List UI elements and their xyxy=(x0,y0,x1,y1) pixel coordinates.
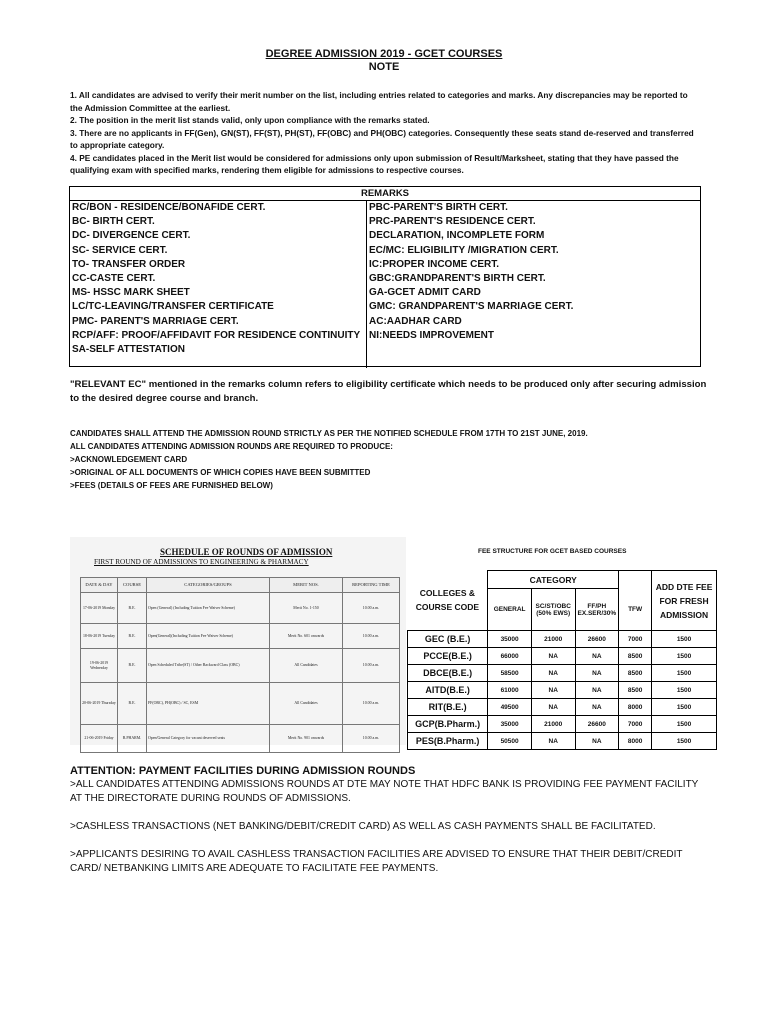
college-name: AITD(B.E.) xyxy=(408,682,488,699)
schedule-subtitle: FIRST ROUND OF ADMISSIONS TO ENGINEERING & PHARMACY xyxy=(94,558,309,566)
attention-heading: ATTENTION: PAYMENT FACILITIES DURING ADMISSION ROUNDS xyxy=(70,765,416,777)
category-header: CATEGORY xyxy=(488,571,619,589)
table-row xyxy=(81,593,400,624)
attention-paragraph: >ALL CANDIDATES ATTENDING ADMISSIONS ROUNDS AT DTE MAY NOTE THAT HDFC BANK IS PROVIDING FEE PAYMENT FACILITY AT THE DIRECTORATE DURING ROUNDS OF ADMISSIONS. xyxy=(70,779,699,804)
document-title: DEGREE ADMISSION 2019 - GCET COURSES xyxy=(265,48,503,60)
college-name: GCP(B.Pharm.) xyxy=(408,716,488,733)
table-row xyxy=(408,648,717,665)
fee-general: 58500 xyxy=(488,665,532,682)
fee-general: 66000 xyxy=(488,648,532,665)
schedule-title: SCHEDULE OF ROUNDS OF ADMISSION xyxy=(160,547,333,557)
fee-tfw: 8500 xyxy=(619,665,652,682)
sc-st-obc-header: SC/ST/OBC (50% EWS) xyxy=(531,589,575,631)
schedule-merit: Merit No. 1-150 xyxy=(270,593,343,624)
fee-sc: NA xyxy=(531,682,575,699)
table-header: DATE & DAY xyxy=(81,578,118,593)
note-item: 4. PE candidates placed in the Merit list would be considered for admissions only upon submission of Result/Marksheet, stating that they have passed the qualifying exam with specified marks, rendering them eligible for admissions to respective courses. xyxy=(70,152,679,175)
remark-item: GBC:GRANDPARENT'S BIRTH CERT. xyxy=(369,273,546,285)
colleges-header: COLLEGES & COURSE CODE xyxy=(408,571,488,631)
fee-ff: NA xyxy=(575,665,619,682)
remark-item: PRC-PARENT'S RESIDENCE CERT. xyxy=(369,216,536,228)
schedule-date: 19-06-2019 Wednesday xyxy=(81,649,118,683)
instruction-line: >ACKNOWLEDGEMENT CARD xyxy=(70,455,188,464)
remark-item: BC- BIRTH CERT. xyxy=(72,216,155,228)
college-name: RIT(B.E.) xyxy=(408,699,488,716)
schedule-merit: Merit No. 601 onwards xyxy=(270,624,343,649)
remarks-heading: REMARKS xyxy=(360,188,410,199)
schedule-time: 10.00 a.m. xyxy=(343,649,400,683)
schedule-merit: All Candidates xyxy=(270,683,343,725)
schedule-date: 18-06-2019 Tuesday xyxy=(81,624,118,649)
document-subtitle: NOTE xyxy=(368,61,400,73)
remark-item: GMC: GRANDPARENT'S MARRIAGE CERT. xyxy=(369,301,574,313)
schedule-date: 21-06-2019 Friday xyxy=(81,725,118,753)
note-item: 2. The position in the merit list stands valid, only upon compliance with the remarks stated. xyxy=(70,115,430,125)
schedule-category: Open(General)(Including Tuition Fee Waiver Scheme) xyxy=(147,624,270,649)
fee-sc: NA xyxy=(531,733,575,750)
fee-tfw: 8000 xyxy=(619,733,652,750)
instruction-line: >ORIGINAL OF ALL DOCUMENTS OF WHICH COPIES HAVE BEEN SUBMITTED xyxy=(70,468,371,477)
fee-tfw: 8500 xyxy=(619,648,652,665)
college-name: PES(B.Pharm.) xyxy=(408,733,488,750)
schedule-time: 10.00 a.m. xyxy=(343,725,400,753)
attention-paragraph: >APPLICANTS DESIRING TO AVAIL CASHLESS TRANSACTION FACILITIES ARE ADVISED TO ENSURE THAT THEIR DEBIT/CREDIT CARD/ NETBANKING LIMITS ARE ADEQUATE TO FACILITATE FEE PAYMENTS. xyxy=(70,849,683,874)
fee-ff: NA xyxy=(575,682,619,699)
remark-item: AC:AADHAR CARD xyxy=(369,315,462,327)
remark-item: NI:NEEDS IMPROVEMENT xyxy=(369,329,495,341)
fee-general: 35000 xyxy=(488,716,532,733)
remarks-right-column xyxy=(367,201,700,368)
schedule-course: B.E. xyxy=(118,624,147,649)
fee-ff: NA xyxy=(575,699,619,716)
remark-item: IC:PROPER INCOME CERT. xyxy=(369,258,500,270)
schedule-course: B.E. xyxy=(118,683,147,725)
fee-general: 35000 xyxy=(488,631,532,648)
table-header: CATEGORIES/GROUPS xyxy=(147,578,270,593)
college-name: PCCE(B.E.) xyxy=(408,648,488,665)
fee-tfw: 7000 xyxy=(619,716,652,733)
schedule-category: Open (General) (Including Tuition Fee Waiver Scheme) xyxy=(147,593,270,624)
relevant-ec-note: "RELEVANT EC" mentioned in the remarks column refers to eligibility certificate which needs to be produced only after securing admission to the desired degree course and branch. xyxy=(70,379,707,404)
fee-dte: 1500 xyxy=(652,631,717,648)
remark-item: LC/TC-LEAVING/TRANSFER CERTIFICATE xyxy=(72,301,274,313)
remark-item: RCP/AFF: PROOF/AFFIDAVIT FOR RESIDENCE CONTINUITY xyxy=(72,329,361,341)
schedule-course: B.E. xyxy=(118,649,147,683)
note-item: 3. There are no applicants in FF(Gen), GN(ST), FF(ST), PH(ST), FF(OBC) and PH(OBC) categories. Consequently these seats stand de-reserved and transferred to appropriate category. xyxy=(70,127,694,150)
table-header: MERIT NOS. xyxy=(270,578,343,593)
table-row xyxy=(81,725,400,753)
attention-paragraph: >CASHLESS TRANSACTIONS (NET BANKING/DEBIT/CREDIT CARD) AS WELL AS CASH PAYMENTS SHALL BE FACILITATED. xyxy=(70,821,656,832)
schedule-image xyxy=(70,537,406,745)
schedule-merit: All Candidates xyxy=(270,649,343,683)
remark-item: GA-GCET ADMIT CARD xyxy=(369,287,481,299)
fee-sc: NA xyxy=(531,648,575,665)
fee-dte: 1500 xyxy=(652,716,717,733)
fee-dte: 1500 xyxy=(652,648,717,665)
schedule-merit: Merit No. 901 onwards xyxy=(270,725,343,753)
schedule-time: 10.00 a.m. xyxy=(343,683,400,725)
table-row xyxy=(408,733,717,750)
fee-general: 49500 xyxy=(488,699,532,716)
schedule-category: Open/General Category for vacant deserved seats xyxy=(147,725,270,753)
schedule-time: 10.00 a.m. xyxy=(343,624,400,649)
remark-item: CC-CASTE CERT. xyxy=(72,273,156,285)
remark-item: DECLARATION, INCOMPLETE FORM xyxy=(369,230,545,242)
table-row xyxy=(408,716,717,733)
schedule-date: 20-06-2019 Thursday xyxy=(81,683,118,725)
fee-dte: 1500 xyxy=(652,665,717,682)
fee-tfw: 8500 xyxy=(619,682,652,699)
college-name: GEC (B.E.) xyxy=(408,631,488,648)
fee-ff: NA xyxy=(575,648,619,665)
remark-item: PBC-PARENT'S BIRTH CERT. xyxy=(369,202,508,213)
fee-structure-table xyxy=(407,570,717,750)
table-header: COURSE xyxy=(118,578,147,593)
tfw-header: TFW xyxy=(619,589,652,631)
schedule-course: B.PHARM. xyxy=(118,725,147,753)
table-header: REPORTING TIME xyxy=(343,578,400,593)
schedule-date: 17-06-2019 Monday xyxy=(81,593,118,624)
table-row xyxy=(408,631,717,648)
fee-sc: 21000 xyxy=(531,716,575,733)
schedule-category: Open Scheduled Tribe(ST) / Other Backward Class (OBC) xyxy=(147,649,270,683)
fee-ff: 26600 xyxy=(575,631,619,648)
remarks-left-column xyxy=(70,201,367,368)
payment-attention-section xyxy=(70,764,710,890)
instruction-line: ALL CANDIDATES ATTENDING ADMISSION ROUNDS ARE REQUIRED TO PRODUCE: xyxy=(70,442,393,451)
attendance-instructions xyxy=(70,427,710,492)
fee-ff: NA xyxy=(575,733,619,750)
table-row xyxy=(81,624,400,649)
fee-tfw: 8000 xyxy=(619,699,652,716)
remark-item: MS- HSSC MARK SHEET xyxy=(72,287,190,299)
fee-dte: 1500 xyxy=(652,699,717,716)
note-item: 1. All candidates are advised to verify their merit number on the list, including entries related to categories and marks. Any discrepancies may be reported to the Admission Committee at the earliest. xyxy=(70,90,688,113)
remark-item: SA-SELF ATTESTATION xyxy=(72,344,185,356)
fee-sc: 21000 xyxy=(531,631,575,648)
instruction-line: >FEES (DETAILS OF FEES ARE FURNISHED BELOW) xyxy=(70,481,273,490)
fee-sc: NA xyxy=(531,665,575,682)
table-row xyxy=(408,682,717,699)
fee-general: 50500 xyxy=(488,733,532,750)
fee-tfw: 7000 xyxy=(619,631,652,648)
tfw-spacer xyxy=(619,571,652,589)
remarks-box xyxy=(69,186,701,367)
remark-item: DC- DIVERGENCE CERT. xyxy=(72,230,191,242)
fee-general: 61000 xyxy=(488,682,532,699)
fee-sc: NA xyxy=(531,699,575,716)
fee-ff: 26600 xyxy=(575,716,619,733)
table-row xyxy=(81,649,400,683)
remark-item: SC- SERVICE CERT. xyxy=(72,244,168,256)
fee-dte: 1500 xyxy=(652,682,717,699)
table-row xyxy=(408,665,717,682)
notes-section xyxy=(70,89,700,177)
schedule-category: FF(OBC), PH(OBC) / SC, ESM xyxy=(147,683,270,725)
remark-item: RC/BON - RESIDENCE/BONAFIDE CERT. xyxy=(72,202,266,213)
remark-item: PMC- PARENT'S MARRIAGE CERT. xyxy=(72,315,239,327)
fee-dte: 1500 xyxy=(652,733,717,750)
table-row xyxy=(81,683,400,725)
schedule-time: 10.00 a.m. xyxy=(343,593,400,624)
dte-fee-header: ADD DTE FEE FOR FRESH ADMISSION xyxy=(652,571,717,631)
ff-ph-header: FF/PH EX.SER/30% xyxy=(575,589,619,631)
schedule-course: B.E. xyxy=(118,593,147,624)
table-row xyxy=(408,699,717,716)
fee-structure-title: FEE STRUCTURE FOR GCET BASED COURSES xyxy=(478,548,627,555)
instruction-line: CANDIDATES SHALL ATTEND THE ADMISSION ROUND STRICTLY AS PER THE NOTIFIED SCHEDULE FROM 17TH TO 21ST JUNE, 2019. xyxy=(70,429,588,438)
college-name: DBCE(B.E.) xyxy=(408,665,488,682)
remark-item: EC/MC: ELIGIBILITY /MIGRATION CERT. xyxy=(369,244,559,256)
general-header: GENERAL xyxy=(488,589,532,631)
remark-item: TO- TRANSFER ORDER xyxy=(72,258,186,270)
schedule-table xyxy=(80,577,400,753)
